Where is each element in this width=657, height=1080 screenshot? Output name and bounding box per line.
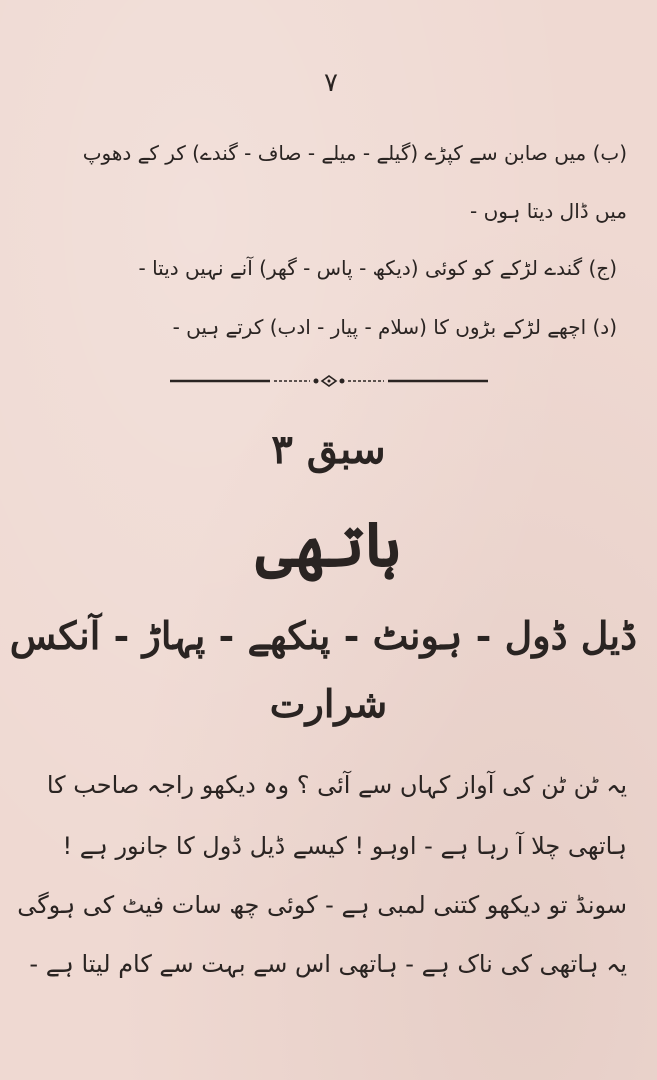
ornamental-divider <box>170 374 488 388</box>
paragraph-line: یہ ٹن ٹن کی آواز کہاں سے آئی ؟ وہ دیکھو راجہ صاحب کا <box>46 771 627 799</box>
exercise-line-d: (د) اچھے لڑکے بڑوں کا (سلام - پیار - ادب) کرتے ہیں - <box>172 315 617 339</box>
lesson-name: ہاتھی <box>255 508 402 581</box>
paragraph-line: ہاتھی چلا آ رہا ہے - اوہو ! کیسے ڈیل ڈول کا جانور ہے ! <box>62 832 627 860</box>
vocabulary-words-2: شرارت <box>269 681 388 726</box>
paragraph-line: یہ ہاتھی کی ناک ہے - ہاتھی اس سے بہت سے کام لیتا ہے - <box>29 950 627 978</box>
paragraph-line: سونڈ تو دیکھو کتنی لمبی ہے - کوئی چھ سات فیٹ کی ہوگی <box>17 891 627 919</box>
exercise-line-b-continued: میں ڈال دیتا ہوں - <box>470 199 627 223</box>
exercise-line-b: (ب) میں صابن سے کپڑے (گیلے - میلے - صاف - گندے) کر کے دھوپ <box>82 141 627 165</box>
exercise-line-j: (ج) گندے لڑکے کو کوئی (دیکھ - پاس - گھر) آنے نہیں دیتا - <box>138 256 617 280</box>
page-number: ۷ <box>324 68 338 98</box>
lesson-title: سبق ۳ <box>271 426 386 473</box>
vocabulary-words: ڈیل ڈول - ہونٹ - پنکھے - پہاڑ - آنکس <box>9 613 637 658</box>
divider-ornament-icon <box>170 374 488 388</box>
